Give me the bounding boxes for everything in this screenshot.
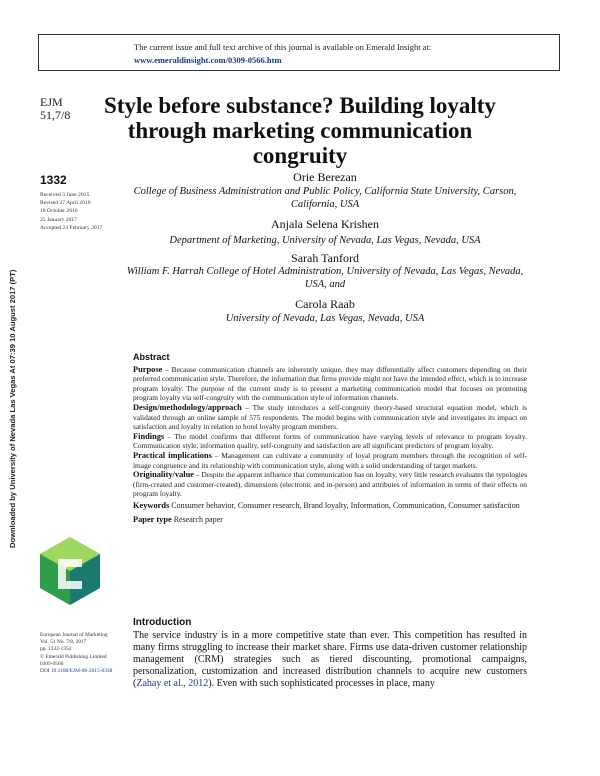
citation-link[interactable]: Zahay et al., 2012 <box>136 678 209 689</box>
intro-text-part2: ). Even with such sophisticated processes in place, many <box>208 678 435 689</box>
date-revised-3: 25 January 2017 <box>40 216 77 223</box>
originality-text: – Despite the apparent influence that communication has on loyalty, very little research evaluates the typologies (firm-created and customer-created), dimensions (electronic and in-person) and attributes of information in terms of their effects on program loyalty. <box>133 470 527 499</box>
design-text: – The study introduces a self-congruity theory-based structural equation model, which is validated through an online sample of 575 respondents. The model begins with communication style and investigates its impact on satisfaction and loyalty in relation to hotel loyalty program members. <box>133 402 527 432</box>
introduction-text <box>133 630 527 690</box>
findings-label: Findings <box>133 431 165 441</box>
abstract-originality <box>133 470 527 499</box>
abstract-heading: Abstract <box>133 352 170 362</box>
abstract-purpose <box>133 365 527 403</box>
originality-label: Originality/value <box>133 470 194 480</box>
pubinfo-copyright: © Emerald Publishing Limited <box>40 653 107 660</box>
journal-reference <box>40 96 70 122</box>
submission-dates <box>40 191 102 232</box>
author-affiliation: College of Business Administration and Public Policy, California State University, Carson, California, USA <box>133 186 517 210</box>
intro-text-part1: The service industry is in a more competitive state than ever. This competition has resulted in many firms struggling to increase their market share. Firms use data-driven customer relationship management (CRM) strategies such as tiered discounting, promotional campaigns, personalization, customization and increased distribution channels to acquire new customers ( <box>133 630 527 689</box>
journal-url-link[interactable]: www.emeraldinsight.com/0309-0566.htm <box>134 55 282 65</box>
pubinfo-volume: Vol. 51 No. 7/8, 2017 <box>40 639 87 646</box>
availability-text: The current issue and full text archive of this journal is available on Emerald Insight at: <box>134 42 432 52</box>
author-name: Orie Berezan <box>293 170 357 184</box>
author-affiliation: William F. Harrah College of Hotel Administration, University of Nevada, Las Vegas, Nevada, USA, and <box>126 266 524 290</box>
practical-label: Practical implications <box>133 450 212 460</box>
date-revised: Revised 27 April 2016 <box>40 200 91 207</box>
page-number: 1332 <box>40 173 67 187</box>
doi-label: DOI <box>40 668 51 675</box>
pubinfo-pages: pp. 1332-1352 <box>40 646 72 653</box>
volume-issue: 51,7/8 <box>40 108 71 122</box>
purpose-label: Purpose <box>133 364 163 374</box>
paper-type-label: Paper type <box>133 514 172 524</box>
purpose-text: – Because communication channels are inherently unique, they may differentially affect customers depending on their preferred communication style. Therefore, the information that firms provide might not have the intended effect, which is to increase program loyalty. The purpose of the current study is to present a marketing communication model that focuses on promoting program loyalty via self-congruity with the communication style of information channels. <box>133 364 527 403</box>
abstract-findings <box>133 432 527 451</box>
author-name: Anjala Selena Krishen <box>271 217 379 231</box>
author-affiliation: University of Nevada, Las Vegas, Nevada, USA <box>225 313 425 324</box>
download-watermark: Downloaded by University of Nevada Las Vegas At 07:39 10 August 2017 (PT) <box>8 269 17 548</box>
journal-abbrev: EJM <box>40 95 63 109</box>
paper-type <box>133 515 527 525</box>
abstract-design <box>133 403 527 432</box>
emerald-logo-icon <box>38 535 102 607</box>
abstract-section <box>133 353 527 525</box>
pubinfo-journal: European Journal of Marketing <box>40 632 108 638</box>
design-label: Design/methodology/approach <box>133 402 242 412</box>
doi-link[interactable]: 10.1108/EJM-06-2015-0338 <box>50 668 113 675</box>
date-received: Received 3 June 2015 <box>40 192 90 198</box>
pubinfo-doi <box>40 668 112 675</box>
journal-availability-box <box>38 34 560 71</box>
findings-text: – The model confirms that different forms of communication have varying levels of relevance to program loyalty. Communication style, information quality, self-congruity and satisfaction are all significant predictors of program loyalty. <box>133 431 527 451</box>
date-revised-2: 18 October 2016 <box>40 208 78 215</box>
author-affiliation: Department of Marketing, University of Nevada, Las Vegas, Nevada, USA <box>169 235 481 246</box>
keywords <box>133 501 527 511</box>
keywords-label: Keywords <box>133 500 170 510</box>
practical-text: – Management can cultivate a community of loyal program members through the recognition of self-image congruence and its relationship with communication style, along with a solid understanding of target markets. <box>133 450 528 470</box>
publication-info <box>40 632 112 675</box>
author-name: Sarah Tanford <box>291 251 359 265</box>
abstract-practical <box>133 451 527 470</box>
introduction-heading: Introduction <box>133 617 192 628</box>
pubinfo-issn: 0309-0566 <box>40 660 64 667</box>
paper-type-text: Research paper <box>171 514 223 524</box>
author-name: Carola Raab <box>295 297 355 311</box>
date-accepted: Accepted 23 February 2017 <box>40 224 103 231</box>
keywords-text: Consumer behavior, Consumer research, Brand loyalty, Information, Communication, Consumer satisfaction <box>169 500 520 510</box>
article-title: Style before substance? Building loyalty through marketing communication congruity <box>104 93 496 168</box>
